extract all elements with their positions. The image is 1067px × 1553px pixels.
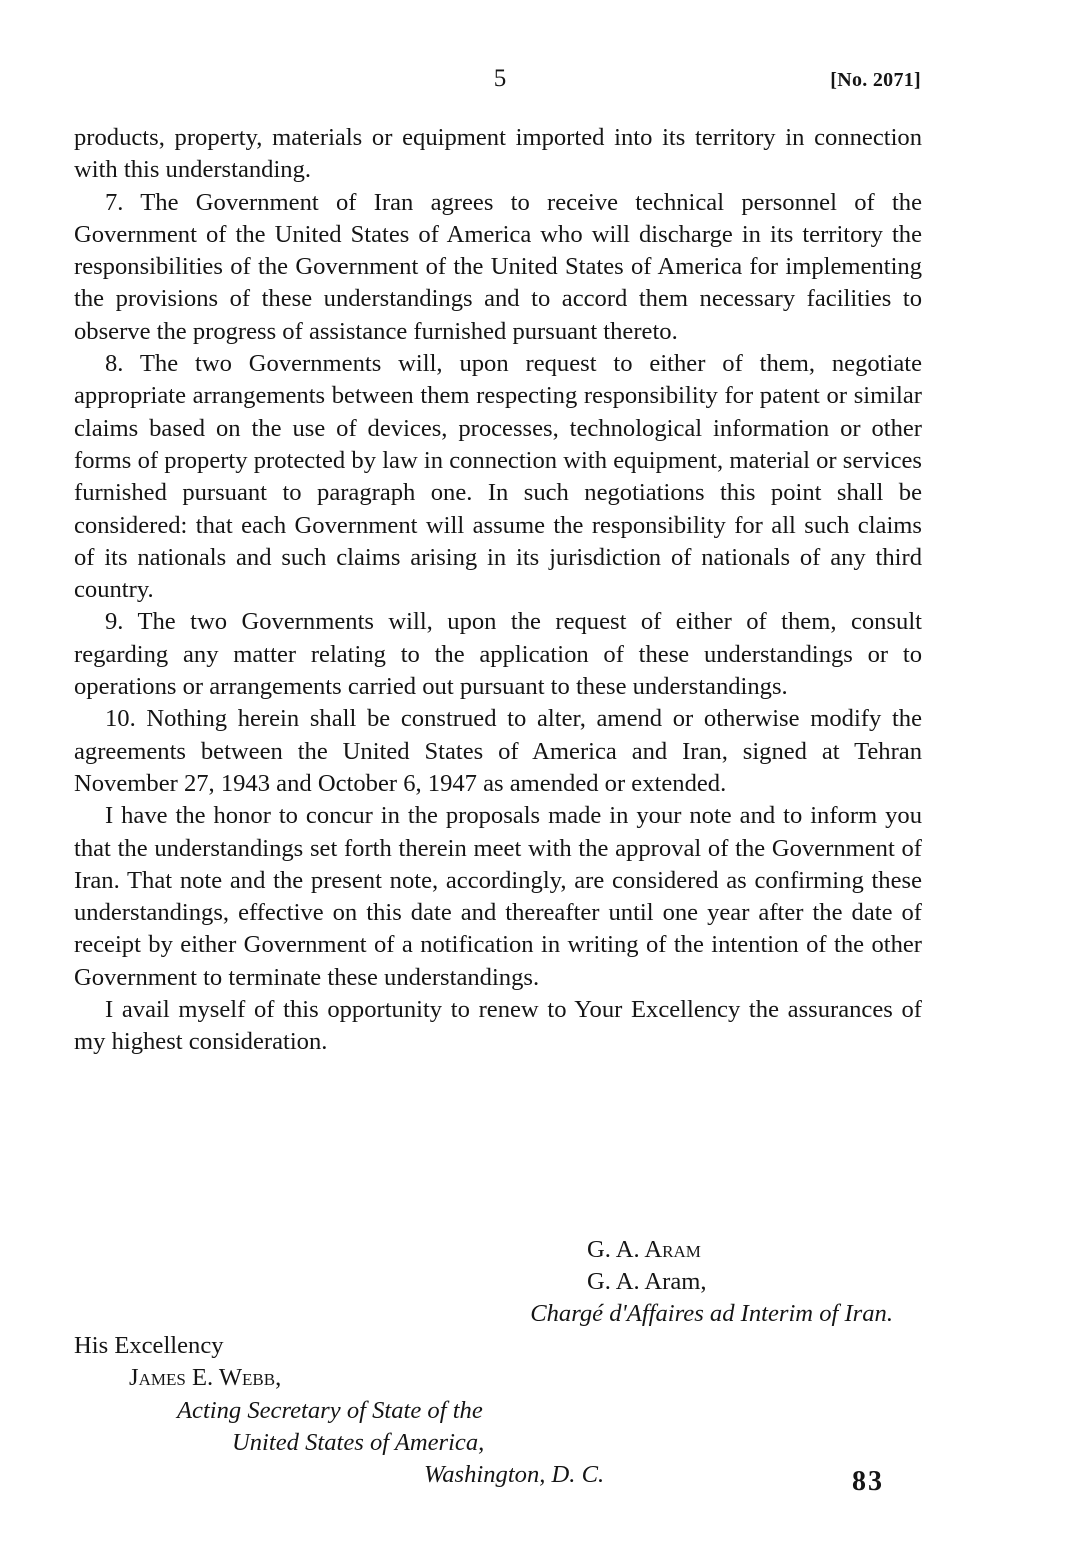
signatory-title: Chargé d'Affaires ad Interim of Iran.	[530, 1300, 893, 1327]
document-number: [No. 2071]	[830, 69, 921, 91]
addressee-title-line-2: United States of America,	[232, 1428, 485, 1456]
addressee-title-line-1: Acting Secretary of State of the	[177, 1396, 483, 1424]
signature-block	[587, 1234, 707, 1299]
paragraph-closing: I avail myself of this opportunity to renew to Your Excellency the assurances of my highest consideration.	[74, 996, 922, 1056]
signed-name: G. A. Aram	[587, 1236, 701, 1263]
paragraph-9: 9. The two Governments will, upon the request of either of them, consult regarding any matter relating to the application of these understandings or to operations or arrangements carried out pursuant to these understandings.	[74, 608, 922, 701]
addressee-block	[74, 1330, 604, 1491]
typed-name: G. A. Aram,	[587, 1268, 707, 1296]
addressee-location: Washington, D. C.	[424, 1461, 605, 1489]
paragraph-7: 7. The Government of Iran agrees to receive technical personnel of the Government of the United States of America who will discharge in its territory the responsibilities of the Government of the United States of America for implementing the provisions of these understandings and to accord them necessary facilities to observe the progress of assistance furnished pursuant thereto.	[74, 188, 922, 345]
paragraph-8: 8. The two Governments will, upon request to either of them, negotiate appropriate arrangements between them respecting responsibility for patent or similar claims based on the use of devices, processes, technological information or other forms of property protected by law in connection with equipment, material or services furnished pursuant to paragraph one. In such negotiations this point shall be considered: that each Government will assume the responsibility for all such claims of its nationals and such claims arising in its jurisdiction of nationals of any third country.	[74, 350, 922, 604]
paragraph-concurrence: I have the honor to concur in the proposals made in your note and to inform you that the understandings set forth therein meet with the approval of the Government of Iran. That note and the present note, accordingly, are considered as confirming these understandings, effective on this date and thereafter until one year after the date of receipt by either Government of a notification in writing of the intention of the other Government to terminate these understandings.	[74, 802, 922, 991]
paragraph-10: 10. Nothing herein shall be construed to alter, amend or otherwise modify the agreements between the United States of America and Iran, signed at Tehran November 27, 1943 and October 6, 1947 as amended or extended.	[74, 705, 922, 797]
paragraph-continuation: products, property, materials or equipment imported into its territory in connection with this understanding.	[74, 124, 922, 184]
addressee-salutation: His Excellency	[74, 1332, 224, 1359]
addressee-name: James E. Webb,	[129, 1364, 282, 1392]
folio-number: 83	[852, 1466, 884, 1497]
page-number: 5	[493, 65, 507, 92]
body-text	[74, 122, 922, 1059]
